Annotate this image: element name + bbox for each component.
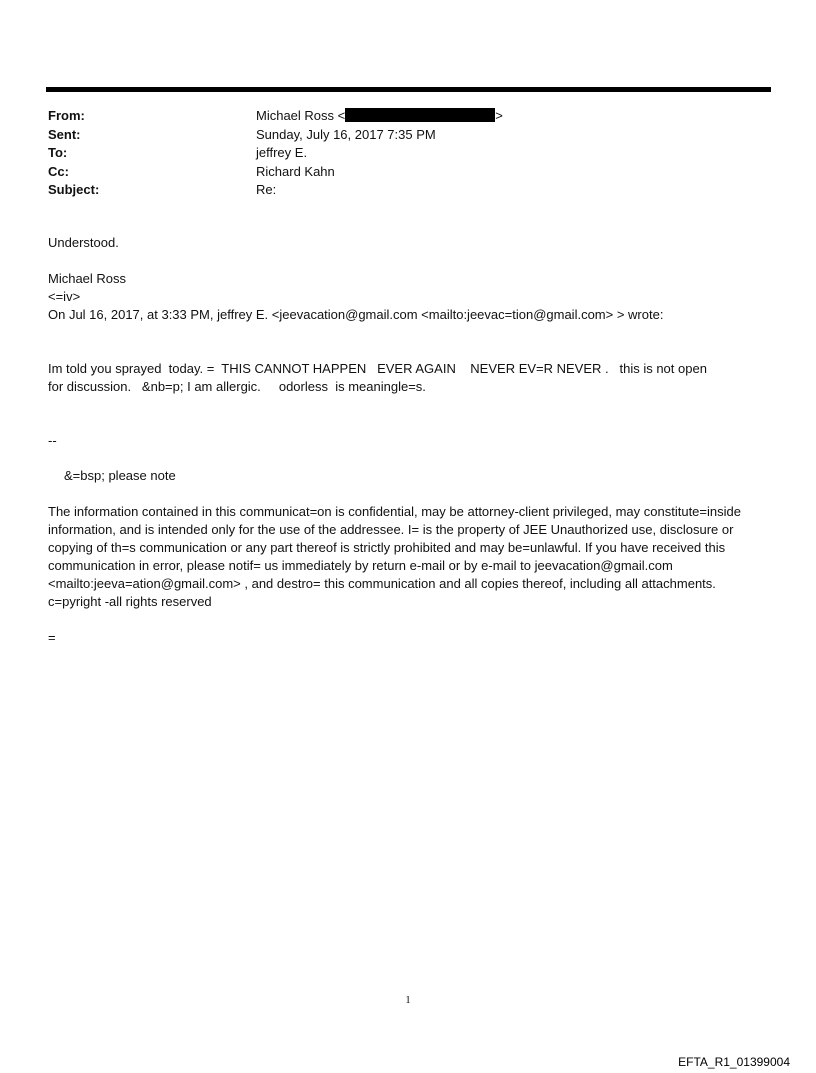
sent-label: Sent: (48, 126, 81, 142)
quoted-message: Im told you sprayed today. = THIS CANNOT HAPPEN EVER AGAIN NEVER EV=R NEVER . this is not open for discussion. &nb=p; I am allergic. odorless is meaningle=s. (48, 361, 711, 394)
cc-value: Richard Kahn (256, 163, 335, 179)
redaction-block (345, 108, 495, 122)
cc-row (48, 163, 748, 182)
from-close-bracket: > (495, 108, 503, 123)
disclaimer: The information contained in this communicat=on is confidential, may be attorney-client privileged, may constitute=inside information, and is intended only for the use of the addressee. I= is the property of JEE Unauthorized use, disclosure or copying of th=s communication or any part thereof is strictly prohibited and may be=unlawful. If you have received this communication in error, please notif= us immediately by return e-mail or by e-mail to jeevacation@gmail.com <mailto:jeeva=ation@gmail.com> , and destro= this communication and all copies thereof, including all attachments. c=pyright -all rights reserved (48, 504, 741, 609)
document-id: EFTA_R1_01399004 (678, 1055, 790, 1069)
please-note: &=bsp; please note (64, 468, 176, 483)
quote-intro: On Jul 16, 2017, at 3:33 PM, jeffrey E. <jeevacation@gmail.com <mailto:jeevac=tion@gmail.com> > wrote: (48, 307, 664, 322)
email-header (48, 107, 748, 200)
subject-row (48, 181, 748, 200)
to-value: jeffrey E. (256, 145, 308, 160)
from-label: From: (48, 108, 85, 123)
to-row (48, 144, 748, 163)
sent-value: Sunday, July 16, 2017 7:35 PM (256, 126, 436, 142)
from-row (48, 107, 748, 126)
sent-row (48, 126, 748, 145)
page-number: 1 (405, 994, 411, 1006)
from-value (256, 107, 748, 126)
separator: -- (48, 433, 57, 448)
trailing-mark: = (48, 630, 56, 645)
top-rule (46, 87, 771, 92)
signature-tag: <=iv> (48, 289, 81, 304)
cc-label: Cc: (48, 163, 69, 179)
to-label: To: (48, 145, 68, 160)
reply-text: Understood. (48, 235, 119, 250)
subject-value: Re: (256, 182, 277, 197)
from-name: Michael Ross < (256, 108, 346, 123)
subject-label: Subject: (48, 182, 100, 197)
signature-name: Michael Ross (48, 271, 127, 286)
